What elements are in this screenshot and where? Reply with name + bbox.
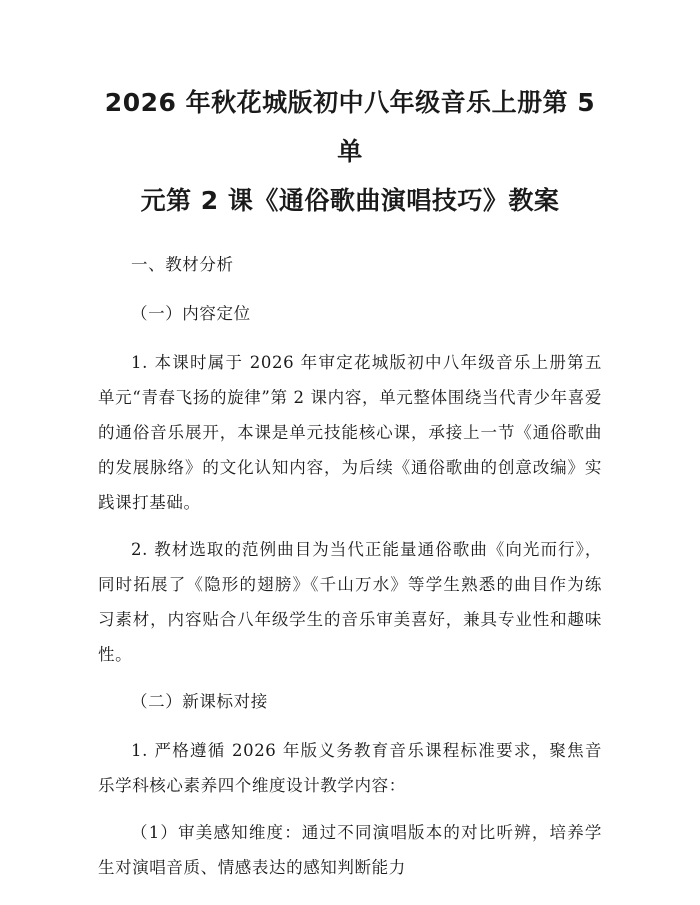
subsection-heading-curriculum-standard: （二）新课标对接 <box>131 692 268 711</box>
paragraph-curriculum-standard-1: 1. 严格遵循 2026 年版义务教育音乐课程标准要求，聚焦音乐学科核心素养四个维度设计教学内容： <box>98 741 602 795</box>
paragraph-curriculum-standard-2: （1）审美感知维度：通过不同演唱版本的对比听辨，培养学生对演唱音质、情感表达的感知判断能力 <box>98 823 602 877</box>
paragraph-content-positioning-2: 2. 教材选取的范例曲目为当代正能量通俗歌曲《向光而行》，同时拓展了《隐形的翅膀》《千山万水》等学生熟悉的曲目作为练习素材，内容贴合八年级学生的音乐审美喜好，兼具专业性和趣味性。 <box>98 540 602 664</box>
subsection-heading-content-positioning: （一）内容定位 <box>131 304 251 323</box>
title-line-1: 2026 年秋花城版初中八年级音乐上册第 5 单 <box>104 88 596 166</box>
section-heading-textbook-analysis: 一、教材分析 <box>131 255 234 274</box>
document-title <box>98 78 602 225</box>
title-line-2: 元第 2 课《通俗歌曲演唱技巧》教案 <box>140 186 560 215</box>
paragraph-content-positioning-1: 1. 本课时属于 2026 年审定花城版初中八年级音乐上册第五单元“青春飞扬的旋律”第 2 课内容，单元整体围绕当代青少年喜爱的通俗音乐展开，本课是单元技能核心课，承接上一节《通俗歌曲的发展脉络》的文化认知内容，为后续《通俗歌曲的创意改编》实践课打基础。 <box>98 353 602 512</box>
